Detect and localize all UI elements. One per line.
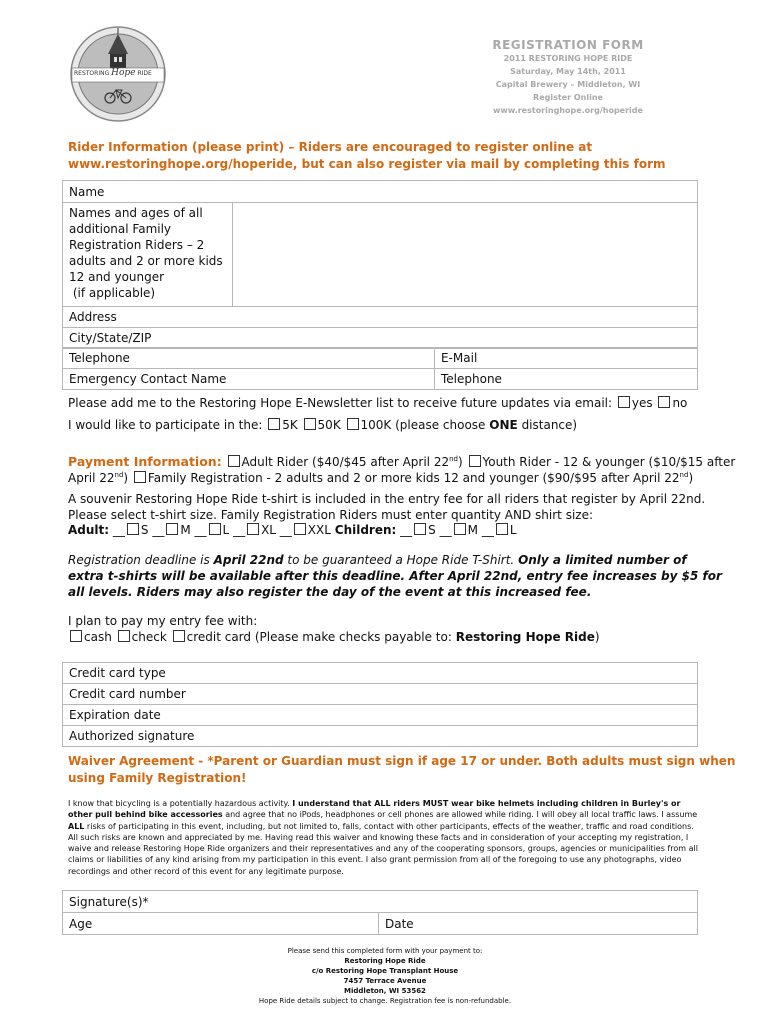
children-sizes-label: Children: — [334, 523, 397, 537]
adult-rider-close: ) — [457, 455, 463, 469]
footer-line-1: Please send this completed form with your payment to: — [287, 947, 483, 955]
adult-xl-blank[interactable]: __ — [233, 523, 246, 537]
waiver-heading-line2: using Family Registration! — [68, 771, 247, 785]
child-s-label: S — [428, 523, 436, 537]
child-s-checkbox[interactable] — [414, 523, 426, 535]
rider-info-heading-line1: Rider Information (please print) – Riders are encouraged to register online at — [68, 140, 593, 154]
deadline-notice — [68, 552, 722, 600]
waiver-p2: and agree that no iPods, headphones or cell phones are allowed while riding. I will obey all local traffic laws. I assume — [222, 810, 698, 820]
date-label: Date — [385, 917, 414, 931]
emergency-telephone-field[interactable] — [435, 369, 698, 390]
emergency-contact-field[interactable] — [63, 369, 435, 390]
deadline-line-2: extra t-shirts will be available after this deadline. After April 22nd, entry fee increases by $5 for — [68, 569, 722, 583]
family-line-1: Names and ages of all — [69, 206, 203, 220]
newsletter-no-label: no — [672, 396, 688, 410]
cc-type-label: Credit card type — [69, 666, 166, 680]
newsletter-row — [68, 395, 687, 411]
cc-number-field[interactable] — [63, 684, 698, 705]
child-m-checkbox[interactable] — [454, 523, 466, 535]
family-line-2: additional Family — [69, 222, 172, 236]
payment-info-heading: Payment Information: — [68, 454, 222, 469]
family-riders-field[interactable] — [233, 203, 698, 307]
signature-label: Signature(s)* — [69, 895, 149, 909]
address-label: Address — [69, 310, 117, 324]
waiver-text — [68, 798, 704, 877]
credit-card-checkbox[interactable] — [173, 630, 185, 642]
deadline-text-c: to be guaranteed a Hope Ride T-Shirt. — [283, 553, 519, 567]
youth-rider-checkbox[interactable] — [469, 455, 481, 467]
family-line-3: Registration Riders – 2 — [69, 238, 205, 252]
name-field[interactable] — [63, 181, 698, 203]
child-m-label: M — [467, 523, 478, 537]
logo-word-restoring: RESTORING — [74, 70, 110, 77]
distance-50k-label: 50K — [317, 418, 341, 432]
deadline-line-3: all levels. Riders may also register the day of the event at this increased fee. — [68, 585, 592, 599]
newsletter-text: Please add me to the Restoring Hope E-Newsletter list to receive future updates via email: — [68, 396, 613, 410]
event-location: Capital Brewery – Middleton, WI — [495, 80, 641, 89]
mailing-footer — [0, 946, 770, 1006]
payment-row-2 — [68, 467, 693, 486]
rider-info-table — [62, 180, 698, 349]
distance-5k-label: 5K — [282, 418, 298, 432]
age-label: Age — [69, 917, 93, 931]
youth-rider-label-cont: April 22 — [68, 471, 115, 485]
newsletter-no-checkbox[interactable] — [658, 396, 670, 408]
family-registration-label: Family Registration - 2 adults and 2 or more kids 12 and younger ($90/$95 after April 22 — [147, 471, 680, 485]
credit-card-label: credit card (Please make checks payable to: — [186, 630, 452, 644]
waiver-helmet-rule: I understand that ALL riders MUST wear bike helmets including children in Burley's or other pull behind bike accessories — [68, 799, 681, 820]
adult-rider-checkbox[interactable] — [228, 455, 240, 467]
footer-care-of: c/o Restoring Hope Transplant House — [311, 967, 459, 975]
cash-label: cash — [84, 630, 112, 644]
adult-xxl-checkbox[interactable] — [294, 523, 306, 535]
adult-rider-label: Adult Rider ($40/$45 after April 22 — [241, 455, 450, 469]
name-label: Name — [69, 185, 105, 199]
cc-type-field[interactable] — [63, 663, 698, 684]
logo-text — [74, 68, 164, 78]
family-line-6: (if applicable) — [69, 286, 156, 300]
adult-m-label: M — [180, 523, 191, 537]
deadline-line-1 — [68, 552, 704, 568]
child-m-blank[interactable]: __ — [439, 523, 452, 537]
logo-word-ride: RIDE — [137, 70, 152, 77]
adult-s-blank[interactable]: __ — [112, 523, 125, 537]
waiver-p1: I know that bicycling is a potentially hazardous activity. — [68, 799, 293, 808]
adult-xxl-label: XXL — [307, 523, 331, 537]
contact-table — [62, 347, 698, 390]
adult-rider-sup: nd — [449, 455, 458, 463]
age-field[interactable] — [63, 913, 379, 935]
tshirt-line-1: A souvenir Restoring Hope Ride t-shirt is included in the entry fee for all riders that register by April 22nd. — [68, 492, 706, 506]
cc-signature-label: Authorized signature — [69, 729, 195, 743]
footer-city: Middleton, WI 53562 — [344, 987, 426, 995]
event-name: 2011 RESTORING HOPE RIDE — [503, 54, 633, 63]
logo-word-hope: Hope — [111, 68, 136, 78]
adult-l-blank[interactable]: __ — [194, 523, 207, 537]
pay-method-heading: I plan to pay my entry fee with: — [68, 614, 258, 628]
form-title: REGISTRATION FORM — [492, 38, 644, 52]
rider-info-heading — [68, 139, 704, 173]
youth-rider-sup: nd — [114, 471, 124, 479]
cc-expiration-field[interactable] — [63, 705, 698, 726]
signature-field[interactable] — [63, 891, 698, 913]
deadline-date: April 22nd — [213, 553, 284, 567]
newsletter-yes-label: yes — [631, 396, 653, 410]
tshirt-line-2: Please select t-shirt size. Family Registration Riders must enter quantity AND shirt size: — [68, 508, 594, 522]
emergency-telephone-label: Telephone — [441, 372, 502, 386]
city-label: City/State/ZIP — [69, 331, 152, 345]
footer-street: 7457 Terrace Avenue — [343, 977, 427, 985]
credit-card-table — [62, 662, 698, 747]
adult-m-blank[interactable]: __ — [152, 523, 165, 537]
waiver-all-emphasis: ALL — [68, 821, 85, 831]
city-state-zip-field[interactable] — [63, 328, 698, 349]
tshirt-sizes-row — [68, 522, 517, 538]
adult-s-checkbox[interactable] — [127, 523, 139, 535]
child-s-blank[interactable]: __ — [400, 523, 413, 537]
deadline-text-d: Only a limited number of — [518, 553, 687, 567]
pay-method-row — [68, 629, 600, 645]
signature-table — [62, 890, 698, 935]
family-line-5: 12 and younger — [69, 270, 165, 284]
email-label: E-Mail — [441, 351, 478, 365]
child-l-label: L — [509, 523, 517, 537]
adult-l-label: L — [222, 523, 230, 537]
event-date: Saturday, May 14th, 2011 — [510, 67, 626, 76]
adult-sizes-label: Adult: — [68, 523, 110, 537]
family-registration-sup: nd — [679, 471, 689, 479]
date-field[interactable] — [379, 913, 698, 935]
rider-info-heading-line2: www.restoringhope.org/hoperide, but can also register via mail by completing this form — [68, 157, 666, 171]
cc-signature-field[interactable] — [63, 726, 698, 747]
deadline-text-a: Registration deadline is — [68, 553, 214, 567]
footer-org-name: Restoring Hope Ride — [344, 957, 426, 965]
family-registration-checkbox[interactable] — [134, 471, 146, 483]
adult-xl-checkbox[interactable] — [247, 523, 259, 535]
cash-checkbox[interactable] — [70, 630, 82, 642]
distance-text: I would like to participate in the: — [68, 418, 263, 432]
newsletter-yes-checkbox[interactable] — [618, 396, 630, 408]
youth-rider-close: ) — [123, 471, 129, 485]
email-field[interactable] — [435, 348, 698, 369]
check-checkbox[interactable] — [118, 630, 130, 642]
register-online-label: Register Online — [533, 93, 603, 102]
distance-100k-checkbox[interactable] — [347, 418, 359, 430]
family-riders-label-cell — [63, 203, 233, 307]
distance-50k-checkbox[interactable] — [304, 418, 316, 430]
address-field[interactable] — [63, 307, 698, 328]
check-label: check — [131, 630, 167, 644]
child-l-checkbox[interactable] — [496, 523, 508, 535]
distance-one-emphasis: ONE — [489, 418, 518, 432]
event-url[interactable]: www.restoringhope.org/hoperide — [493, 106, 643, 115]
telephone-field[interactable] — [63, 348, 435, 369]
payee-name: Restoring Hope Ride — [455, 630, 595, 644]
adult-l-checkbox[interactable] — [209, 523, 221, 535]
distance-row — [68, 417, 577, 433]
adult-m-checkbox[interactable] — [166, 523, 178, 535]
family-line-4: adults and 2 or more kids — [69, 254, 223, 268]
adult-s-label: S — [140, 523, 149, 537]
distance-end: distance) — [521, 418, 578, 432]
cc-number-label: Credit card number — [69, 687, 186, 701]
distance-5k-checkbox[interactable] — [268, 418, 280, 430]
telephone-label: Telephone — [69, 351, 130, 365]
distance-100k-label: 100K (please choose — [360, 418, 486, 432]
adult-xxl-blank[interactable]: __ — [279, 523, 292, 537]
footer-disclaimer: Hope Ride details subject to change. Registration fee is non-refundable. — [258, 997, 512, 1005]
waiver-heading — [68, 753, 736, 787]
cc-expiration-label: Expiration date — [69, 708, 161, 722]
event-header — [478, 38, 658, 117]
waiver-p3: risks of participating in this event, including, but not limited to, falls, contact with other participants, effects of the weather, traffic and road conditions. All such risks are known and appreciated by me. Having read this waiver and knowing these facts and in consideration of your accepting my registration, I waive and release Restoring Hope Ride organizers and their representatives and any of the cooperating sponsors, groups, agencies or municipalities from all claims or liabilities of any kind arising from my participation in this event. I also grant permission from all of the foregoing to use any photographs, video recordings and other record of this event for any legitimate purpose. — [68, 821, 698, 876]
waiver-heading-line1: Waiver Agreement - *Parent or Guardian must sign if age 17 or under. Both adults must sign when — [68, 754, 736, 768]
adult-xl-label: XL — [261, 523, 276, 537]
child-l-blank[interactable]: __ — [481, 523, 494, 537]
emergency-contact-label: Emergency Contact Name — [69, 372, 227, 386]
family-registration-close: ) — [688, 471, 694, 485]
payee-close: ) — [594, 630, 600, 644]
youth-rider-label: Youth Rider - 12 & younger ($10/$15 after — [482, 455, 736, 469]
